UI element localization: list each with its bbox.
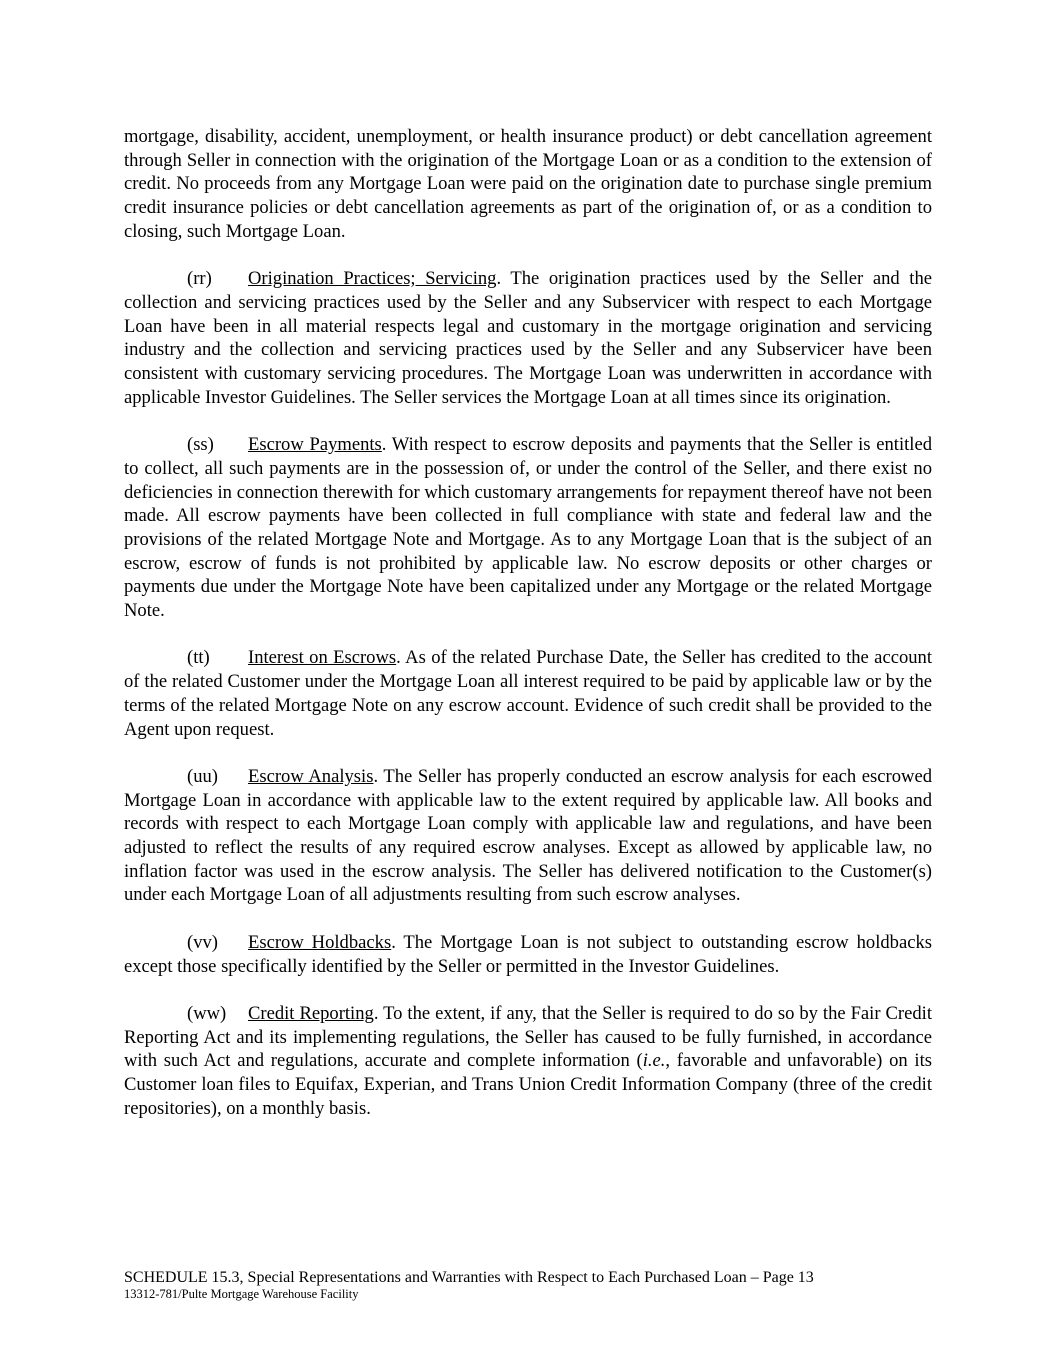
section-heading: Escrow Payments [248, 434, 382, 456]
section-body: . To the extent, if any, that the Seller is required to do so by the Fair Credit Reporting Act and its implementing regulations, the Seller has caused to be fully furnished, in accordance with such Act and regulations, accurate and complete information ( [124, 1002, 932, 1072]
section-tt [124, 646, 932, 741]
section-heading: Interest on Escrows [248, 647, 397, 669]
section-body: . The Seller has properly conducted an escrow analysis for each escrowed Mortgage Loan in accordance with applicable law to the extent required by applicable law. All books and records with respect to each Mortgage Loan comply with applicable law and regulations, and have been adjusted to reflect the results of any required escrow analyses. Except as allowed by applicable law, no inflation factor was used in the escrow analysis. The Seller has delivered notification to the Customer(s) under each Mortgage Loan of all adjustments resulting from such escrow analyses. [124, 765, 932, 906]
section-body: . The Mortgage Loan is not subject to outstanding escrow holdbacks except those specifically identified by the Seller or permitted in the Investor Guidelines. [124, 931, 932, 977]
section-ww [124, 1002, 932, 1121]
section-label: (rr) [187, 268, 212, 290]
section-heading: Credit Reporting [248, 1002, 374, 1024]
section-label: (vv) [187, 931, 218, 953]
section-label: (ss) [187, 434, 214, 456]
section-body-after: , favorable and unfavorable) on its Customer loan files to Equifax, Experian, and Trans Union Credit Information Company (three of the credit repositories), on a monthly basis. [124, 1050, 932, 1119]
continuation-paragraph: mortgage, disability, accident, unemployment, or health insurance product) or debt cancellation agreement through Seller in connection with the origination of the Mortgage Loan or as a condition to the extension of credit. No proceeds from any Mortgage Loan were paid on the origination date to purchase single premium credit insurance policies or debt cancellation agreements as part of the origination of, or as a condition to closing, such Mortgage Loan. [124, 126, 932, 242]
section-rr [124, 267, 932, 409]
section-heading: Escrow Analysis [248, 765, 374, 787]
section-vv [124, 931, 932, 978]
section-ss [124, 433, 932, 623]
document-body [124, 125, 932, 1144]
section-body: . With respect to escrow deposits and payments that the Seller is entitled to collect, all such payments are in the possession of, or under the control of the Seller, and there exist no deficiencies in connection therewith for which customary arrangements for repayment thereof have not been made. All escrow payments have been collected in full compliance with state and federal law and the provisions of the related Mortgage Note and Mortgage. As to any Mortgage Loan that is the subject of an escrow, escrow of funds is not prohibited by applicable law. No escrow deposits or other charges or payments due under the Mortgage Note have been capitalized under any Mortgage or the related Mortgage Note. [124, 434, 933, 622]
section-uu [124, 765, 932, 907]
section-heading: Origination Practices; Servicing [248, 268, 497, 290]
section-label: (uu) [187, 765, 218, 787]
page-footer [124, 1268, 814, 1301]
footer-schedule-line: SCHEDULE 15.3, Special Representations and Warranties with Respect to Each Purchased Loan – Page 13 [124, 1269, 814, 1286]
section-heading: Escrow Holdbacks [248, 931, 392, 953]
section-label: (tt) [187, 647, 210, 669]
section-body-italic: i.e. [642, 1050, 666, 1072]
section-label: (ww) [187, 1002, 227, 1024]
footer-document-id: 13312-781/Pulte Mortgage Warehouse Facility [124, 1287, 359, 1301]
section-body: . The origination practices used by the Seller and the collection and servicing practices used by the Seller and any Subservicer with respect to each Mortgage Loan have been in all material respects legal and customary in the mortgage origination and servicing industry and the collection and servicing practices used by the Seller and any Subservicer have been consistent with customary servicing procedures. The Mortgage Loan was underwritten in accordance with applicable Investor Guidelines. The Seller services the Mortgage Loan at all times since its origination. [124, 268, 932, 408]
section-body: . As of the related Purchase Date, the Seller has credited to the account of the related Customer under the Mortgage Loan all interest required to be paid by applicable law or by the terms of the related Mortgage Note on any escrow account. Evidence of such credit shall be provided to the Agent upon request. [124, 647, 933, 740]
